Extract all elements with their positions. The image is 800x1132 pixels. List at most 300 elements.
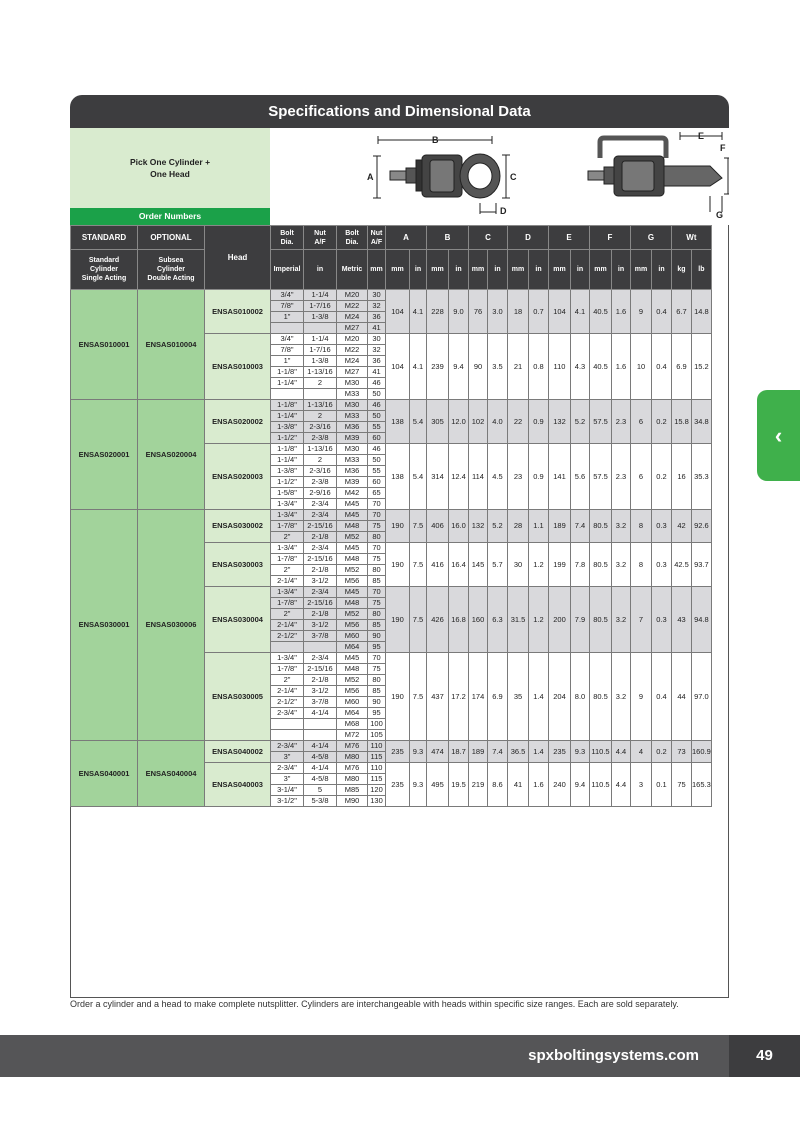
size-cell: M76 bbox=[337, 741, 368, 752]
table-row bbox=[71, 741, 712, 752]
dimension-cell: 21 bbox=[508, 334, 529, 400]
dimension-cell: 90 bbox=[469, 334, 488, 400]
size-cell: 1-7/16 bbox=[304, 301, 337, 312]
chevron-left-icon: ‹ bbox=[774, 422, 783, 448]
dimension-cell: 2.3 bbox=[612, 400, 631, 444]
dimension-cell: 5.4 bbox=[410, 400, 427, 444]
dimension-cell: 4.4 bbox=[612, 763, 631, 807]
standard-cylinder-cell: ENSAS030001 bbox=[71, 510, 138, 741]
dimension-cell: 9 bbox=[631, 290, 652, 334]
size-cell: 1-1/4 bbox=[304, 334, 337, 345]
size-cell: 1-13/16 bbox=[304, 367, 337, 378]
size-cell: 46 bbox=[368, 400, 386, 411]
size-cell: 1-13/16 bbox=[304, 400, 337, 411]
size-cell: 2 bbox=[304, 411, 337, 422]
size-cell: 2-3/4" bbox=[271, 763, 304, 774]
size-cell: 36 bbox=[368, 312, 386, 323]
size-cell: 100 bbox=[368, 719, 386, 730]
size-cell: 110 bbox=[368, 763, 386, 774]
size-cell: 1-3/4" bbox=[271, 510, 304, 521]
dim-label-d: D bbox=[500, 206, 507, 216]
size-cell: 85 bbox=[368, 576, 386, 587]
dimension-cell: 305 bbox=[427, 400, 449, 444]
size-cell: 130 bbox=[368, 796, 386, 807]
dimension-cell: 30 bbox=[508, 543, 529, 587]
size-cell: 1-1/4" bbox=[271, 411, 304, 422]
dimension-cell: 8.6 bbox=[488, 763, 508, 807]
head-cell: ENSAS040003 bbox=[205, 763, 271, 807]
dimension-cell: 114 bbox=[469, 444, 488, 510]
size-cell: 2-3/8 bbox=[304, 433, 337, 444]
size-cell bbox=[304, 323, 337, 334]
size-cell: 3" bbox=[271, 774, 304, 785]
unit-a-mm: mm bbox=[386, 250, 410, 290]
size-cell: 2-1/8 bbox=[304, 532, 337, 543]
size-cell: 30 bbox=[368, 290, 386, 301]
dimension-cell: 28 bbox=[508, 510, 529, 543]
dimension-cell: 76 bbox=[469, 290, 488, 334]
col-optional: OPTIONAL bbox=[138, 226, 205, 250]
size-cell bbox=[304, 642, 337, 653]
size-cell: M56 bbox=[337, 576, 368, 587]
dimension-cell: 7.9 bbox=[571, 587, 590, 653]
dimension-cell: 34.8 bbox=[692, 400, 712, 444]
size-cell: 85 bbox=[368, 686, 386, 697]
dimension-cell: 4 bbox=[631, 741, 652, 763]
size-cell: M72 bbox=[337, 730, 368, 741]
dimension-cell: 0.2 bbox=[652, 444, 672, 510]
dimension-cell: 2.3 bbox=[612, 444, 631, 510]
unit-c-mm: mm bbox=[469, 250, 488, 290]
dimension-cell: 4.1 bbox=[410, 290, 427, 334]
dimension-cell: 240 bbox=[549, 763, 571, 807]
size-cell: 4-1/4 bbox=[304, 741, 337, 752]
dimension-cell: 219 bbox=[469, 763, 488, 807]
size-cell: 41 bbox=[368, 367, 386, 378]
dimension-cell: 6 bbox=[631, 400, 652, 444]
size-cell: 1-5/8" bbox=[271, 488, 304, 499]
dim-label-e: E bbox=[698, 131, 705, 141]
size-cell: M68 bbox=[337, 719, 368, 730]
size-cell: 2-15/16 bbox=[304, 554, 337, 565]
size-cell: M39 bbox=[337, 477, 368, 488]
spec-sheet bbox=[70, 95, 729, 998]
head-cell: ENSAS020002 bbox=[205, 400, 271, 444]
size-cell: 3-1/4" bbox=[271, 785, 304, 796]
head-cell: ENSAS030005 bbox=[205, 653, 271, 741]
dimension-cell: 5.6 bbox=[571, 444, 590, 510]
size-cell: 2" bbox=[271, 609, 304, 620]
dimension-cell: 7.4 bbox=[571, 510, 590, 543]
size-cell: M24 bbox=[337, 312, 368, 323]
size-cell: 115 bbox=[368, 774, 386, 785]
dimension-cell: 6.3 bbox=[488, 587, 508, 653]
size-cell bbox=[304, 730, 337, 741]
splitter-drawing-left bbox=[373, 136, 510, 214]
size-cell: 50 bbox=[368, 455, 386, 466]
col-bolt-dia: Bolt Dia. bbox=[271, 226, 304, 250]
dimension-cell: 73 bbox=[672, 741, 692, 763]
dimension-cell: 1.6 bbox=[612, 290, 631, 334]
dimension-cell: 97.0 bbox=[692, 653, 712, 741]
dimension-cell: 17.2 bbox=[449, 653, 469, 741]
col-nut-af-metric: Nut A/F bbox=[368, 226, 386, 250]
dimension-cell: 132 bbox=[549, 400, 571, 444]
size-cell: 80 bbox=[368, 532, 386, 543]
size-cell: M52 bbox=[337, 609, 368, 620]
size-cell: 46 bbox=[368, 444, 386, 455]
dimension-cell: 138 bbox=[386, 444, 410, 510]
size-cell: M22 bbox=[337, 301, 368, 312]
unit-f-mm: mm bbox=[590, 250, 612, 290]
optional-cylinder-cell: ENSAS010004 bbox=[138, 290, 205, 400]
unit-f-in: in bbox=[612, 250, 631, 290]
unit-g-mm: mm bbox=[631, 250, 652, 290]
dimension-cell: 3.0 bbox=[488, 290, 508, 334]
dimension-cell: 5.4 bbox=[410, 444, 427, 510]
size-cell: M80 bbox=[337, 774, 368, 785]
dimension-cell: 7.5 bbox=[410, 543, 427, 587]
size-cell: 2-3/4 bbox=[304, 587, 337, 598]
size-cell: 80 bbox=[368, 565, 386, 576]
dimension-cell: 12.4 bbox=[449, 444, 469, 510]
size-cell: 50 bbox=[368, 389, 386, 400]
dimension-cell: 7.8 bbox=[571, 543, 590, 587]
size-cell: 80 bbox=[368, 675, 386, 686]
size-cell: 36 bbox=[368, 356, 386, 367]
size-cell: M30 bbox=[337, 400, 368, 411]
size-cell: 46 bbox=[368, 378, 386, 389]
dimension-cell: 4.4 bbox=[612, 741, 631, 763]
size-cell: 3-7/8 bbox=[304, 631, 337, 642]
dimension-cell: 0.2 bbox=[652, 741, 672, 763]
size-cell: 1-3/4" bbox=[271, 587, 304, 598]
size-cell: M48 bbox=[337, 521, 368, 532]
size-cell: M45 bbox=[337, 543, 368, 554]
dimension-cell: 93.7 bbox=[692, 543, 712, 587]
size-cell: M22 bbox=[337, 345, 368, 356]
size-cell: 95 bbox=[368, 642, 386, 653]
size-cell: 50 bbox=[368, 411, 386, 422]
size-cell: 70 bbox=[368, 510, 386, 521]
dimension-cell: 9 bbox=[631, 653, 652, 741]
dimension-cell: 1.6 bbox=[612, 334, 631, 400]
size-cell: 3/4" bbox=[271, 290, 304, 301]
size-cell: 3-7/8 bbox=[304, 697, 337, 708]
dimension-cell: 8 bbox=[631, 543, 652, 587]
dimension-cell: 8 bbox=[631, 510, 652, 543]
dimension-cell: 4.0 bbox=[488, 400, 508, 444]
size-cell: 70 bbox=[368, 543, 386, 554]
specifications-table bbox=[70, 225, 712, 807]
size-cell: 65 bbox=[368, 488, 386, 499]
dimension-cell: 10 bbox=[631, 334, 652, 400]
size-cell: 2-3/4 bbox=[304, 499, 337, 510]
size-cell: 2-1/8 bbox=[304, 675, 337, 686]
size-cell: M52 bbox=[337, 532, 368, 543]
size-cell: 2-1/4" bbox=[271, 686, 304, 697]
size-cell bbox=[271, 389, 304, 400]
dimension-cell: 110.5 bbox=[590, 741, 612, 763]
size-cell: 2-3/4 bbox=[304, 653, 337, 664]
size-cell: 1-7/8" bbox=[271, 664, 304, 675]
dimension-cell: 7.5 bbox=[410, 510, 427, 543]
dimension-cell: 165.3 bbox=[692, 763, 712, 807]
dimension-cell: 495 bbox=[427, 763, 449, 807]
dimension-cell: 42.5 bbox=[672, 543, 692, 587]
size-cell: 1-1/2" bbox=[271, 477, 304, 488]
size-cell: 4-5/8 bbox=[304, 774, 337, 785]
dimension-cell: 35.3 bbox=[692, 444, 712, 510]
size-cell: 95 bbox=[368, 708, 386, 719]
size-cell: 1-1/4" bbox=[271, 378, 304, 389]
dimension-cell: 7 bbox=[631, 587, 652, 653]
section-tab[interactable] bbox=[757, 390, 800, 481]
dimension-cell: 239 bbox=[427, 334, 449, 400]
dimension-cell: 416 bbox=[427, 543, 449, 587]
unit-e-in: in bbox=[571, 250, 590, 290]
head-cell: ENSAS030002 bbox=[205, 510, 271, 543]
size-cell: M36 bbox=[337, 466, 368, 477]
dimension-cell: 145 bbox=[469, 543, 488, 587]
dimension-cell: 57.5 bbox=[590, 400, 612, 444]
size-cell: 1-1/4 bbox=[304, 290, 337, 301]
dimension-cell: 12.0 bbox=[449, 400, 469, 444]
size-cell: M24 bbox=[337, 356, 368, 367]
size-cell: M56 bbox=[337, 686, 368, 697]
size-cell: 1-7/8" bbox=[271, 521, 304, 532]
size-cell: 2-1/8 bbox=[304, 609, 337, 620]
dimension-cell: 3 bbox=[631, 763, 652, 807]
dimension-cell: 43 bbox=[672, 587, 692, 653]
dimension-cell: 474 bbox=[427, 741, 449, 763]
size-cell: M60 bbox=[337, 697, 368, 708]
unit-b-mm: mm bbox=[427, 250, 449, 290]
dimension-cell: 9.4 bbox=[571, 763, 590, 807]
dimension-cell: 3.5 bbox=[488, 334, 508, 400]
size-cell: 1-3/8" bbox=[271, 466, 304, 477]
dimension-cell: 110.5 bbox=[590, 763, 612, 807]
dimension-cell: 0.2 bbox=[652, 400, 672, 444]
dimension-cell: 0.4 bbox=[652, 334, 672, 400]
size-cell: 2-9/16 bbox=[304, 488, 337, 499]
dimension-cell: 1.2 bbox=[529, 587, 549, 653]
dimension-cell: 437 bbox=[427, 653, 449, 741]
table-row bbox=[71, 290, 712, 301]
ordering-note: Order a cylinder and a head to make complete nutsplitter. Cylinders are interchangeable with heads within specific size ranges. Each are sold separately. bbox=[70, 999, 679, 1009]
optional-cylinder-cell: ENSAS020004 bbox=[138, 400, 205, 510]
size-cell: 2" bbox=[271, 675, 304, 686]
size-cell: M90 bbox=[337, 796, 368, 807]
pick-line-2: One Head bbox=[150, 169, 190, 179]
footer-website[interactable]: spxboltingsystems.com bbox=[0, 1035, 729, 1077]
dimension-cell: 16 bbox=[672, 444, 692, 510]
dimension-cell: 5.2 bbox=[571, 400, 590, 444]
dimension-cell: 8.0 bbox=[571, 653, 590, 741]
dimension-cell: 16.0 bbox=[449, 510, 469, 543]
dimension-cell: 189 bbox=[469, 741, 488, 763]
size-cell: 1-13/16 bbox=[304, 444, 337, 455]
page-footer bbox=[0, 1035, 800, 1077]
page-number: 49 bbox=[729, 1035, 800, 1077]
size-cell: M33 bbox=[337, 389, 368, 400]
dimension-cell: 104 bbox=[549, 290, 571, 334]
size-cell: 1-1/8" bbox=[271, 400, 304, 411]
dimension-cell: 4.1 bbox=[571, 290, 590, 334]
size-cell: 1-3/4" bbox=[271, 543, 304, 554]
col-dim-g: G bbox=[631, 226, 672, 250]
size-cell: 32 bbox=[368, 301, 386, 312]
size-cell: 75 bbox=[368, 664, 386, 675]
dimension-cell: 23 bbox=[508, 444, 529, 510]
dimension-cell: 5.7 bbox=[488, 543, 508, 587]
size-cell: M80 bbox=[337, 752, 368, 763]
size-cell: M33 bbox=[337, 411, 368, 422]
dimension-cell: 1.4 bbox=[529, 741, 549, 763]
size-cell: 2-15/16 bbox=[304, 598, 337, 609]
size-cell: 2 bbox=[304, 455, 337, 466]
dimension-cell: 4.5 bbox=[488, 444, 508, 510]
size-cell: 60 bbox=[368, 477, 386, 488]
size-cell: 75 bbox=[368, 521, 386, 532]
dimension-cell: 228 bbox=[427, 290, 449, 334]
size-cell: 1" bbox=[271, 356, 304, 367]
dim-label-g: G bbox=[716, 210, 724, 220]
size-cell: M64 bbox=[337, 708, 368, 719]
size-cell: 1" bbox=[271, 312, 304, 323]
size-cell: 1-1/8" bbox=[271, 367, 304, 378]
dimension-cell: 0.9 bbox=[529, 400, 549, 444]
size-cell: 1-3/8 bbox=[304, 356, 337, 367]
col-dim-e: E bbox=[549, 226, 590, 250]
standard-cylinder-cell: ENSAS010001 bbox=[71, 290, 138, 400]
head-cell: ENSAS030003 bbox=[205, 543, 271, 587]
head-cell: ENSAS010002 bbox=[205, 290, 271, 334]
size-cell: M56 bbox=[337, 620, 368, 631]
dimension-cell: 18 bbox=[508, 290, 529, 334]
size-cell: 2-3/16 bbox=[304, 422, 337, 433]
dimension-cell: 14.8 bbox=[692, 290, 712, 334]
dimension-cell: 57.5 bbox=[590, 444, 612, 510]
col-dim-f: F bbox=[590, 226, 631, 250]
dimension-cell: 80.5 bbox=[590, 543, 612, 587]
dimension-cell: 9.0 bbox=[449, 290, 469, 334]
dimension-cell: 41 bbox=[508, 763, 529, 807]
dimension-cell: 22 bbox=[508, 400, 529, 444]
size-cell: M42 bbox=[337, 488, 368, 499]
dimension-cell: 0.3 bbox=[652, 510, 672, 543]
size-cell: M48 bbox=[337, 598, 368, 609]
size-cell: 80 bbox=[368, 609, 386, 620]
dimension-cell: 200 bbox=[549, 587, 571, 653]
unit-a-in: in bbox=[410, 250, 427, 290]
standard-cylinder-cell: ENSAS040001 bbox=[71, 741, 138, 807]
size-cell: 1-1/2" bbox=[271, 433, 304, 444]
size-cell: M48 bbox=[337, 554, 368, 565]
dimension-cell: 235 bbox=[386, 741, 410, 763]
col-standard: STANDARD bbox=[71, 226, 138, 250]
col-bolt-dia-metric: Bolt Dia. bbox=[337, 226, 368, 250]
unit-c-in: in bbox=[488, 250, 508, 290]
size-cell: M27 bbox=[337, 323, 368, 334]
size-cell: 4-1/4 bbox=[304, 763, 337, 774]
dimension-cell: 16.8 bbox=[449, 587, 469, 653]
dimension-cell: 190 bbox=[386, 653, 410, 741]
dimension-cell: 40.5 bbox=[590, 334, 612, 400]
size-cell: 2-15/16 bbox=[304, 521, 337, 532]
dimension-cell: 7.5 bbox=[410, 653, 427, 741]
size-cell: M33 bbox=[337, 455, 368, 466]
size-cell: 3/4" bbox=[271, 334, 304, 345]
dimension-cell: 80.5 bbox=[590, 510, 612, 543]
dimension-cell: 6.9 bbox=[672, 334, 692, 400]
size-cell: 1-3/8 bbox=[304, 312, 337, 323]
size-cell: M52 bbox=[337, 565, 368, 576]
dimension-cell: 42 bbox=[672, 510, 692, 543]
size-cell: M30 bbox=[337, 378, 368, 389]
pick-line-1: Pick One Cylinder + bbox=[129, 157, 211, 167]
size-cell bbox=[271, 642, 304, 653]
size-cell: 2-15/16 bbox=[304, 664, 337, 675]
col-dim-b: B bbox=[427, 226, 469, 250]
dimension-cell: 1.1 bbox=[529, 510, 549, 543]
dimension-cell: 235 bbox=[386, 763, 410, 807]
size-cell: 2-1/4" bbox=[271, 576, 304, 587]
size-cell: 70 bbox=[368, 587, 386, 598]
dimension-cell: 80.5 bbox=[590, 587, 612, 653]
dimension-cell: 0.7 bbox=[529, 290, 549, 334]
dimension-cell: 31.5 bbox=[508, 587, 529, 653]
size-cell: 1-7/8" bbox=[271, 598, 304, 609]
unit-lb: lb bbox=[692, 250, 712, 290]
dimension-cell: 9.3 bbox=[410, 763, 427, 807]
dimension-cell: 44 bbox=[672, 653, 692, 741]
dimension-cell: 190 bbox=[386, 543, 410, 587]
dimension-cell: 9.4 bbox=[449, 334, 469, 400]
size-cell: M45 bbox=[337, 510, 368, 521]
size-cell: M64 bbox=[337, 642, 368, 653]
size-cell: M27 bbox=[337, 367, 368, 378]
dimension-cell: 3.2 bbox=[612, 510, 631, 543]
size-cell: 1-1/8" bbox=[271, 444, 304, 455]
dimension-cell: 104 bbox=[386, 334, 410, 400]
size-cell: 2-3/4 bbox=[304, 510, 337, 521]
size-cell: M20 bbox=[337, 290, 368, 301]
size-cell: M20 bbox=[337, 334, 368, 345]
unit-metric: Metric bbox=[337, 250, 368, 290]
size-cell: 2-3/8 bbox=[304, 477, 337, 488]
size-cell: 1-3/4" bbox=[271, 653, 304, 664]
size-cell: 90 bbox=[368, 697, 386, 708]
dimension-cell: 4.3 bbox=[571, 334, 590, 400]
size-cell: M85 bbox=[337, 785, 368, 796]
dimension-cell: 3.2 bbox=[612, 653, 631, 741]
dimension-cell: 40.5 bbox=[590, 290, 612, 334]
splitter-drawing-right bbox=[588, 132, 729, 212]
size-cell: 5-3/8 bbox=[304, 796, 337, 807]
dimension-cell: 204 bbox=[549, 653, 571, 741]
unit-d-in: in bbox=[529, 250, 549, 290]
size-cell: 2-3/4" bbox=[271, 741, 304, 752]
size-cell: 1-1/4" bbox=[271, 455, 304, 466]
dimension-cell: 35 bbox=[508, 653, 529, 741]
dimension-cell: 9.3 bbox=[410, 741, 427, 763]
table-row bbox=[71, 510, 712, 521]
size-cell: 1-7/16 bbox=[304, 345, 337, 356]
size-cell bbox=[304, 719, 337, 730]
unit-e-mm: mm bbox=[549, 250, 571, 290]
size-cell: M36 bbox=[337, 422, 368, 433]
